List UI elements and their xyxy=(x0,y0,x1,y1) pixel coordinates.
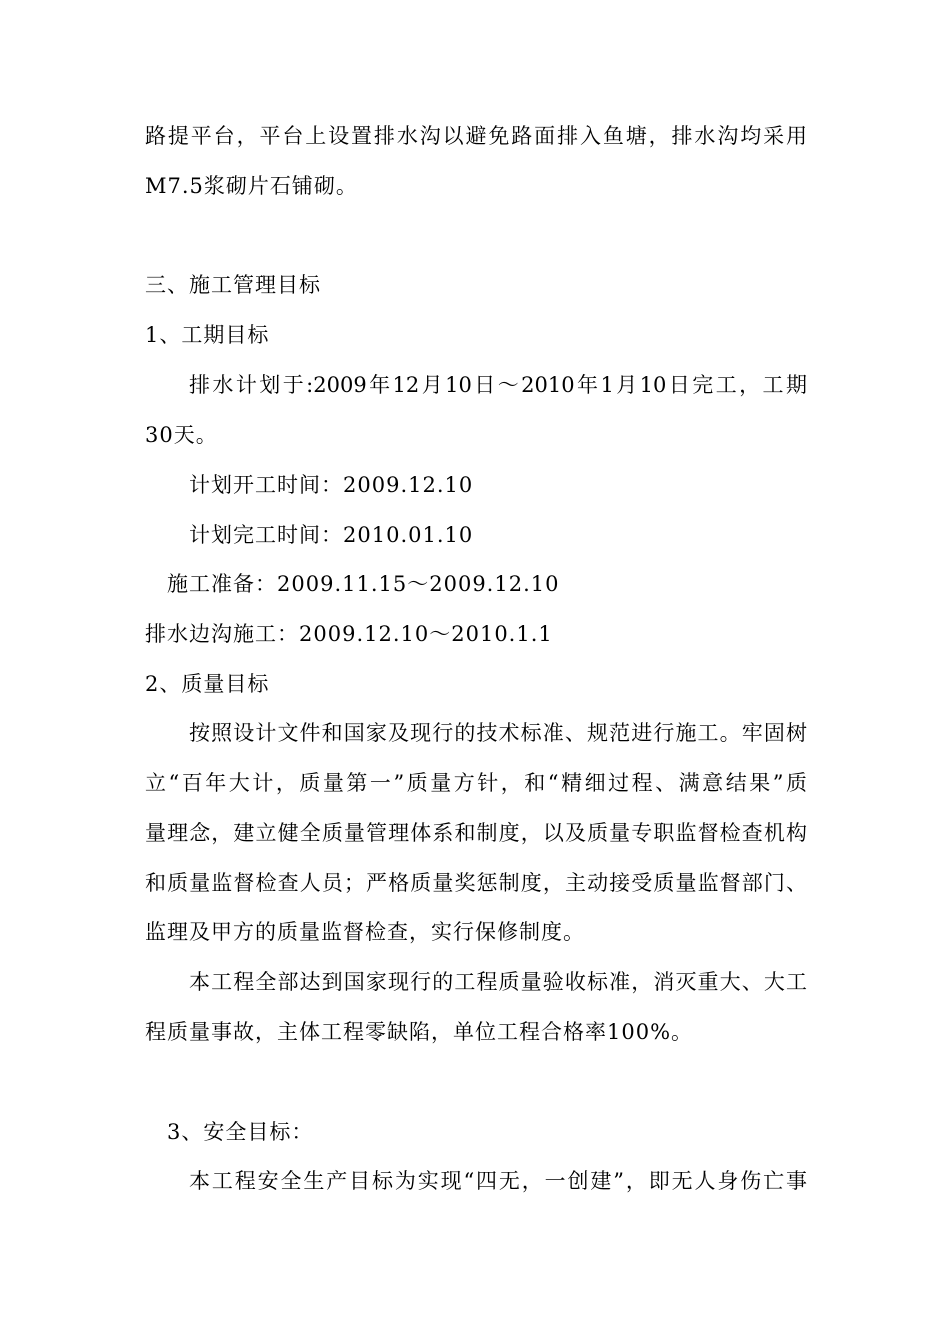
paragraph-line: 立“百年大计，质量第一”质量方针，和“精细过程、满意结果”质 xyxy=(145,771,807,795)
paragraph-line: 程质量事故，主体工程零缺陷，单位工程合格率100%。 xyxy=(145,1020,694,1044)
section-heading: 三、施工管理目标 xyxy=(145,273,321,297)
paragraph-line: 本工程全部达到国家现行的工程质量验收标准，消灭重大、大工 xyxy=(189,970,807,994)
ditch-line: 排水边沟施工：2009.12.10～2010.1.1 xyxy=(145,622,553,646)
paragraph-line: 路提平台，平台上设置排水沟以避免路面排入鱼塘，排水沟均采用 xyxy=(145,124,807,148)
plan-finish-line: 计划完工时间：2010.01.10 xyxy=(189,523,474,547)
paragraph-line: 本工程安全生产目标为实现“四无，一创建”，即无人身伤亡事 xyxy=(189,1169,807,1193)
prep-line: 施工准备：2009.11.15～2009.12.10 xyxy=(167,572,560,596)
paragraph-line: 监理及甲方的质量监督检查，实行保修制度。 xyxy=(145,920,585,944)
paragraph-line: 按照设计文件和国家及现行的技术标准、规范进行施工。牢固树 xyxy=(189,721,807,745)
paragraph-line: 和质量监督检查人员；严格质量奖惩制度，主动接受质量监督部门、 xyxy=(145,871,807,895)
paragraph-line: 30天。 xyxy=(145,423,218,447)
paragraph-line: 排水计划于:2009年12月10日～2010年1月10日完工，工期 xyxy=(189,373,807,397)
paragraph-line: 量理念，建立健全质量管理体系和制度，以及质量专职监督检查机构 xyxy=(145,821,807,845)
subsection-heading: 2、质量目标 xyxy=(145,672,270,696)
plan-start-line: 计划开工时间：2009.12.10 xyxy=(189,473,474,497)
paragraph-line: M7.5浆砌片石铺砌。 xyxy=(145,174,358,198)
subsection-heading: 1、工期目标 xyxy=(145,323,270,347)
subsection-heading: 3、安全目标： xyxy=(167,1120,314,1144)
